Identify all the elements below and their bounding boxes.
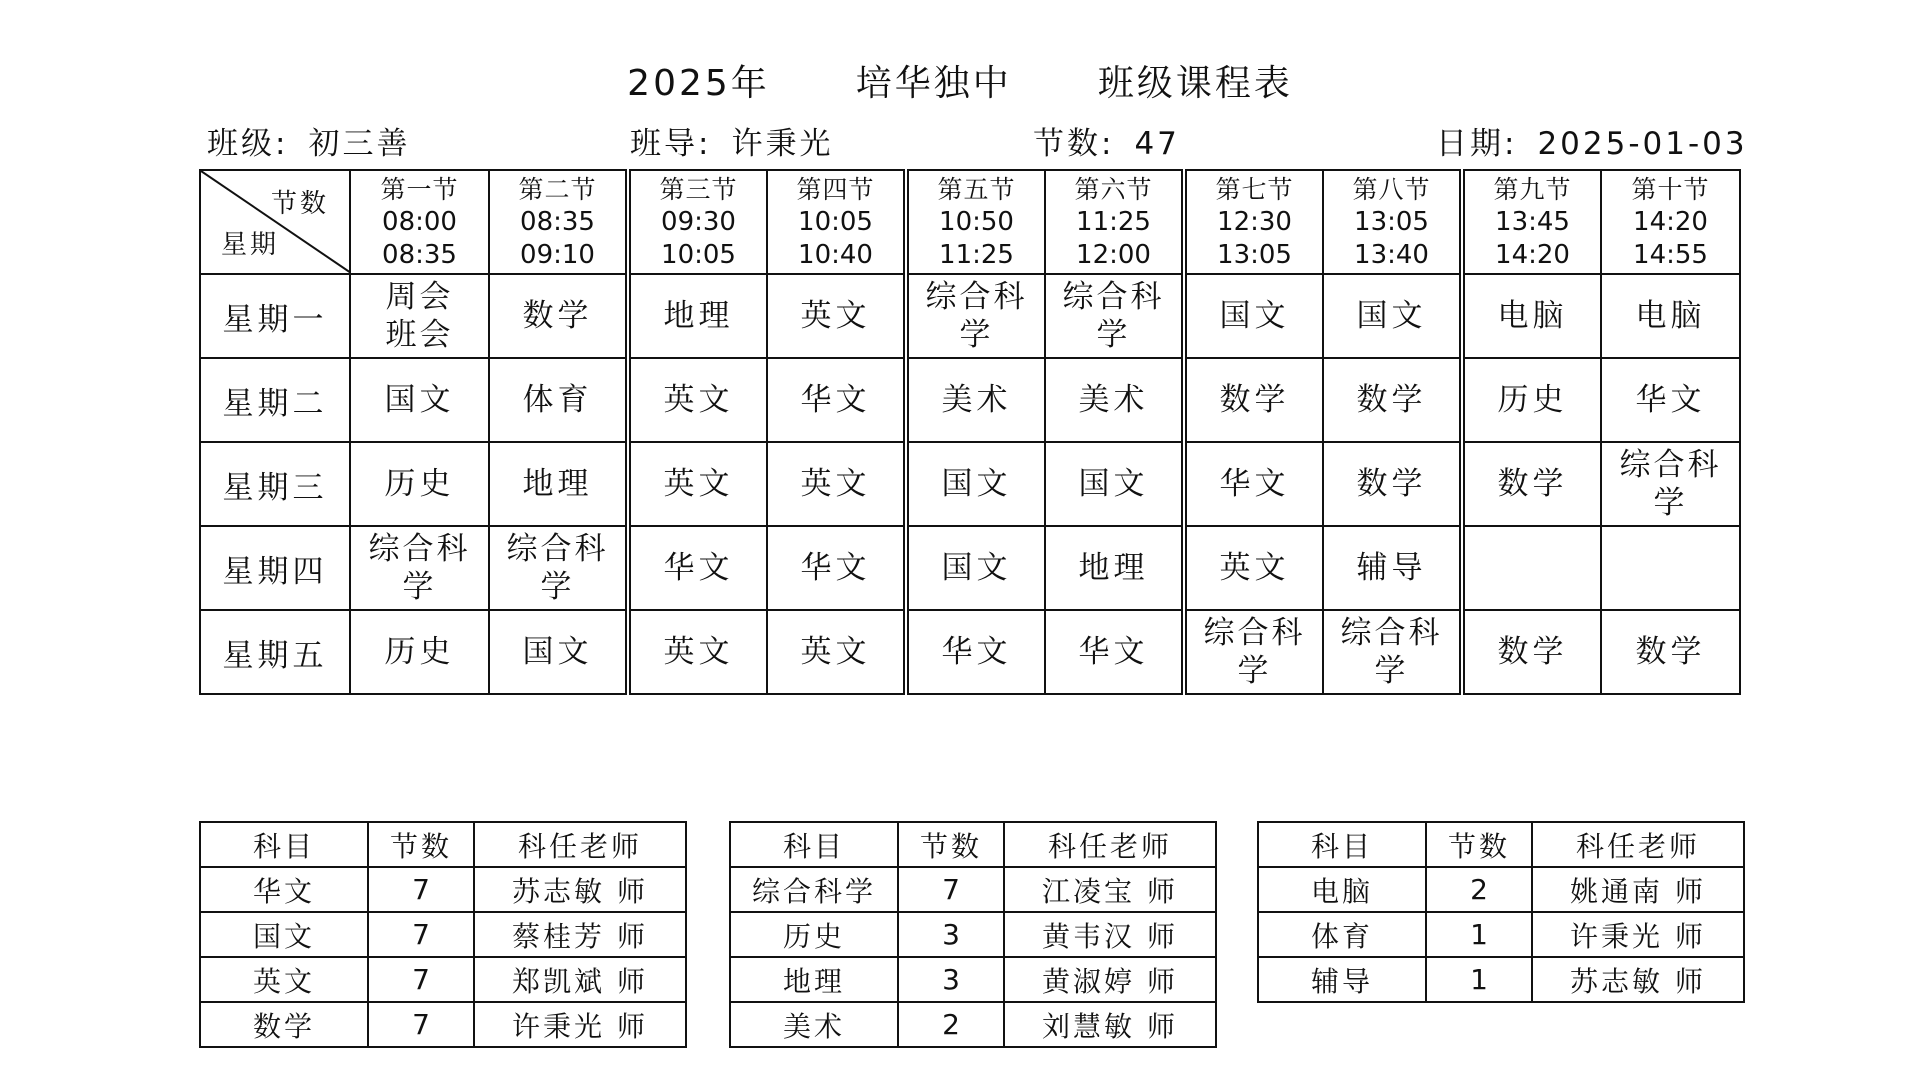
lesson-cell	[906, 442, 1045, 526]
lesson-subject-line: 美术	[1078, 382, 1149, 418]
lesson-cell	[489, 526, 628, 610]
lesson-subject-line: 英文	[663, 382, 734, 418]
summary-count: 3	[898, 912, 1004, 957]
lesson-cell	[1462, 274, 1601, 358]
period-end-time: 09:10	[520, 239, 595, 270]
summary-count: 7	[368, 912, 474, 957]
period-header-9	[1462, 170, 1601, 274]
schedule-row-day-5	[200, 610, 1740, 694]
lesson-subject-line: 综合科	[1619, 447, 1722, 483]
lesson-subject-line: 国文	[941, 466, 1012, 502]
lesson-subject-line: 数学	[1219, 382, 1290, 418]
lesson-subject-line: 英文	[800, 298, 871, 334]
period-label: 第五节	[937, 174, 1016, 204]
period-header-4	[767, 170, 906, 274]
period-start-time: 09:30	[661, 206, 736, 237]
period-label: 第六节	[1074, 174, 1153, 204]
summary-subject: 地理	[730, 957, 898, 1002]
period-count-label: 节数:	[1033, 126, 1115, 162]
corner-cell	[200, 170, 350, 274]
lesson-cell	[1045, 610, 1184, 694]
lesson-cell	[906, 274, 1045, 358]
summary-count: 7	[368, 1002, 474, 1047]
lesson-cell	[1462, 610, 1601, 694]
date-value: 2025-01-03	[1537, 126, 1748, 162]
lesson-cell	[628, 526, 767, 610]
period-end-time: 13:40	[1354, 239, 1429, 270]
summary-count: 2	[1426, 867, 1532, 912]
lesson-subject-line: 历史	[1497, 382, 1568, 418]
summary-teacher: 苏志敏 师	[474, 867, 686, 912]
lesson-cell	[1462, 526, 1601, 610]
lesson-cell	[1184, 610, 1323, 694]
lesson-subject-line: 国文	[1078, 466, 1149, 502]
class-info	[207, 123, 410, 165]
period-end-time: 11:25	[939, 239, 1014, 270]
lesson-subject-line: 数学	[1356, 466, 1427, 502]
lesson-subject-line: 综合科	[1203, 615, 1306, 651]
summary-count: 7	[368, 957, 474, 1002]
lesson-cell	[906, 358, 1045, 442]
lesson-cell	[1323, 274, 1462, 358]
period-label: 第一节	[380, 174, 459, 204]
class-value: 初三善	[308, 126, 411, 162]
summary-header-cell: 科目	[200, 822, 368, 867]
lesson-cell	[767, 610, 906, 694]
day-label: 星期五	[200, 610, 350, 694]
summary-header-row	[200, 822, 686, 867]
period-header-5	[906, 170, 1045, 274]
lesson-cell	[489, 610, 628, 694]
summary-row	[730, 957, 1216, 1002]
lesson-cell	[628, 274, 767, 358]
summary-row	[200, 1002, 686, 1047]
title-school: 培华独中	[855, 63, 1012, 104]
lesson-subject-line: 英文	[663, 634, 734, 670]
lesson-cell	[350, 358, 489, 442]
lesson-cell	[1323, 610, 1462, 694]
lesson-subject-line: 数学	[522, 298, 593, 334]
lesson-cell	[489, 358, 628, 442]
lesson-cell	[489, 442, 628, 526]
lesson-cell	[628, 610, 767, 694]
lesson-cell	[628, 442, 767, 526]
lesson-cell	[906, 526, 1045, 610]
title-year: 2025年	[627, 63, 770, 104]
homeroom-teacher-value: 许秉光	[731, 126, 834, 162]
summary-teacher: 姚通南 师	[1532, 867, 1744, 912]
lesson-cell	[1184, 526, 1323, 610]
lesson-subject-line: 数学	[1497, 466, 1568, 502]
summary-teacher: 许秉光 师	[1532, 912, 1744, 957]
summary-header-cell: 节数	[898, 822, 1004, 867]
lesson-subject-line: 学	[402, 569, 437, 605]
lesson-cell	[489, 274, 628, 358]
lesson-cell	[767, 274, 906, 358]
lesson-subject-line: 华文	[1219, 466, 1290, 502]
lesson-subject-line: 学	[1237, 653, 1272, 689]
lesson-cell	[350, 610, 489, 694]
summary-header-cell: 节数	[1426, 822, 1532, 867]
lesson-subject-line: 周会	[385, 279, 454, 315]
summary-subject: 电脑	[1258, 867, 1426, 912]
lesson-cell	[1323, 358, 1462, 442]
summary-subject: 美术	[730, 1002, 898, 1047]
period-start-time: 13:45	[1495, 206, 1570, 237]
summary-teacher: 刘慧敏 师	[1004, 1002, 1216, 1047]
title-name: 班级课程表	[1097, 63, 1293, 104]
period-start-time: 08:00	[382, 206, 457, 237]
lesson-subject-line: 学	[959, 317, 994, 353]
lesson-cell	[1184, 274, 1323, 358]
lesson-subject-line: 历史	[384, 634, 455, 670]
period-end-time: 08:35	[382, 239, 457, 270]
period-start-time: 08:35	[520, 206, 595, 237]
schedule-row-day-3	[200, 442, 1740, 526]
lesson-cell	[1184, 358, 1323, 442]
summary-subject: 华文	[200, 867, 368, 912]
lesson-subject-line: 英文	[800, 634, 871, 670]
period-end-time: 14:20	[1495, 239, 1570, 270]
lesson-cell	[1462, 358, 1601, 442]
period-label: 第八节	[1352, 174, 1431, 204]
period-header-6	[1045, 170, 1184, 274]
period-label: 第四节	[796, 174, 875, 204]
lesson-cell	[767, 526, 906, 610]
summary-subject: 历史	[730, 912, 898, 957]
page-title	[0, 60, 1920, 108]
lesson-cell	[767, 442, 906, 526]
lesson-cell	[1323, 526, 1462, 610]
lesson-subject-line: 数学	[1635, 634, 1706, 670]
lesson-cell	[1601, 442, 1740, 526]
lesson-subject-line: 国文	[1219, 298, 1290, 334]
summary-header-cell: 科任老师	[1532, 822, 1744, 867]
lesson-subject-line: 英文	[1219, 550, 1290, 586]
lesson-subject-line: 华文	[800, 550, 871, 586]
summary-subject: 综合科学	[730, 867, 898, 912]
schedule-row-day-2	[200, 358, 1740, 442]
lesson-subject-line: 电脑	[1497, 298, 1568, 334]
lesson-cell	[906, 610, 1045, 694]
summary-count: 7	[898, 867, 1004, 912]
lesson-subject-line: 综合科	[368, 531, 471, 567]
lesson-subject-line: 国文	[384, 382, 455, 418]
lesson-subject-line: 国文	[1356, 298, 1427, 334]
summary-teacher: 江凌宝 师	[1004, 867, 1216, 912]
summary-teacher: 郑凯斌 师	[474, 957, 686, 1002]
lesson-subject-line: 学	[1374, 653, 1409, 689]
summary-count: 2	[898, 1002, 1004, 1047]
period-end-time: 12:00	[1076, 239, 1151, 270]
lesson-subject-line: 综合科	[1340, 615, 1443, 651]
lesson-cell	[628, 358, 767, 442]
day-label: 星期三	[200, 442, 350, 526]
period-header-1	[350, 170, 489, 274]
teacher-summary-table-3	[1257, 821, 1745, 1003]
lesson-cell	[1045, 358, 1184, 442]
summary-subject: 辅导	[1258, 957, 1426, 1002]
lesson-subject-line: 华文	[1078, 634, 1149, 670]
date-label: 日期:	[1436, 126, 1518, 162]
lesson-subject-line: 体育	[522, 382, 593, 418]
lesson-subject-line: 国文	[522, 634, 593, 670]
lesson-subject-line: 学	[540, 569, 575, 605]
lesson-cell	[1045, 526, 1184, 610]
summary-header-cell: 科任老师	[474, 822, 686, 867]
teacher-summary-table-2	[729, 821, 1217, 1048]
lesson-subject-line: 综合科	[506, 531, 609, 567]
lesson-subject-line: 地理	[1078, 550, 1149, 586]
summary-row	[730, 1002, 1216, 1047]
period-end-time: 10:40	[798, 239, 873, 270]
summary-teacher: 黄韦汉 师	[1004, 912, 1216, 957]
period-end-time: 13:05	[1217, 239, 1292, 270]
period-start-time: 10:50	[939, 206, 1014, 237]
lesson-subject-line: 华文	[1635, 382, 1706, 418]
summary-subject: 英文	[200, 957, 368, 1002]
period-start-time: 14:20	[1633, 206, 1708, 237]
period-start-time: 12:30	[1217, 206, 1292, 237]
period-header-8	[1323, 170, 1462, 274]
lesson-cell	[1601, 358, 1740, 442]
period-start-time: 11:25	[1076, 206, 1151, 237]
summary-header-row	[1258, 822, 1744, 867]
summary-count: 3	[898, 957, 1004, 1002]
period-header-3	[628, 170, 767, 274]
homeroom-teacher-label: 班导:	[630, 126, 712, 162]
day-label: 星期四	[200, 526, 350, 610]
period-end-time: 10:05	[661, 239, 736, 270]
lesson-cell	[1462, 442, 1601, 526]
summary-subject: 数学	[200, 1002, 368, 1047]
summary-count: 7	[368, 867, 474, 912]
lesson-cell	[1601, 274, 1740, 358]
lesson-subject-line: 综合科	[1062, 279, 1165, 315]
lesson-subject-line: 英文	[800, 466, 871, 502]
summary-header-cell: 科目	[1258, 822, 1426, 867]
period-label: 第十节	[1631, 174, 1710, 204]
schedule-row-day-1	[200, 274, 1740, 358]
lesson-subject-line: 综合科	[925, 279, 1028, 315]
lesson-subject-line: 电脑	[1635, 298, 1706, 334]
period-label: 第七节	[1215, 174, 1294, 204]
day-label: 星期二	[200, 358, 350, 442]
teacher-summary-table-1	[199, 821, 687, 1048]
summary-teacher: 蔡桂芳 师	[474, 912, 686, 957]
summary-row	[200, 912, 686, 957]
schedule-table	[199, 169, 1741, 695]
corner-day-label: 星期	[221, 230, 280, 260]
summary-row	[730, 867, 1216, 912]
summary-header-cell: 科任老师	[1004, 822, 1216, 867]
homeroom-teacher-info	[630, 123, 833, 165]
summary-row	[1258, 912, 1744, 957]
lesson-subject-line: 华文	[800, 382, 871, 418]
summary-header-row	[730, 822, 1216, 867]
class-label: 班级:	[207, 126, 289, 162]
lesson-cell	[1045, 442, 1184, 526]
period-count-info	[1033, 123, 1180, 165]
lesson-cell	[1601, 526, 1740, 610]
corner-period-label: 节数	[270, 189, 329, 219]
lesson-cell	[1601, 610, 1740, 694]
summary-teacher: 许秉光 师	[474, 1002, 686, 1047]
schedule-row-day-4	[200, 526, 1740, 610]
lesson-subject-line: 地理	[522, 466, 593, 502]
summary-row	[200, 867, 686, 912]
lesson-cell	[1323, 442, 1462, 526]
summary-row	[200, 957, 686, 1002]
period-start-time: 10:05	[798, 206, 873, 237]
summary-header-cell: 科目	[730, 822, 898, 867]
lesson-cell	[1184, 442, 1323, 526]
lesson-subject-line: 美术	[941, 382, 1012, 418]
lesson-cell	[350, 442, 489, 526]
period-end-time: 14:55	[1633, 239, 1708, 270]
lesson-subject-line: 学	[1096, 317, 1131, 353]
lesson-subject-line: 华文	[663, 550, 734, 586]
schedule-header-row	[200, 170, 1740, 274]
period-count-value: 47	[1134, 126, 1180, 162]
lesson-subject-line: 地理	[663, 298, 734, 334]
lesson-subject-line: 华文	[941, 634, 1012, 670]
summary-row	[1258, 867, 1744, 912]
schedule-body	[200, 274, 1740, 694]
summary-subject: 体育	[1258, 912, 1426, 957]
lesson-cell	[350, 274, 489, 358]
summary-teacher: 黄淑婷 师	[1004, 957, 1216, 1002]
lesson-subject-line: 班会	[385, 317, 454, 353]
summary-subject: 国文	[200, 912, 368, 957]
summary-header-cell: 节数	[368, 822, 474, 867]
lesson-subject-line: 辅导	[1356, 550, 1427, 586]
lesson-subject-line: 学	[1653, 485, 1688, 521]
summary-row	[730, 912, 1216, 957]
period-label: 第九节	[1493, 174, 1572, 204]
period-header-10	[1601, 170, 1740, 274]
period-start-time: 13:05	[1354, 206, 1429, 237]
period-label: 第三节	[659, 174, 738, 204]
period-label: 第二节	[518, 174, 597, 204]
lesson-subject-line: 历史	[384, 466, 455, 502]
period-header-2	[489, 170, 628, 274]
summary-teacher: 苏志敏 师	[1532, 957, 1744, 1002]
lesson-cell	[1045, 274, 1184, 358]
lesson-cell	[767, 358, 906, 442]
summary-count: 1	[1426, 912, 1532, 957]
lesson-subject-line: 英文	[663, 466, 734, 502]
summary-count: 1	[1426, 957, 1532, 1002]
period-header-7	[1184, 170, 1323, 274]
lesson-subject-line: 数学	[1497, 634, 1568, 670]
lesson-subject-line: 国文	[941, 550, 1012, 586]
summary-row	[1258, 957, 1744, 1002]
lesson-subject-line: 数学	[1356, 382, 1427, 418]
date-info	[1436, 123, 1748, 165]
lesson-cell	[350, 526, 489, 610]
day-label: 星期一	[200, 274, 350, 358]
